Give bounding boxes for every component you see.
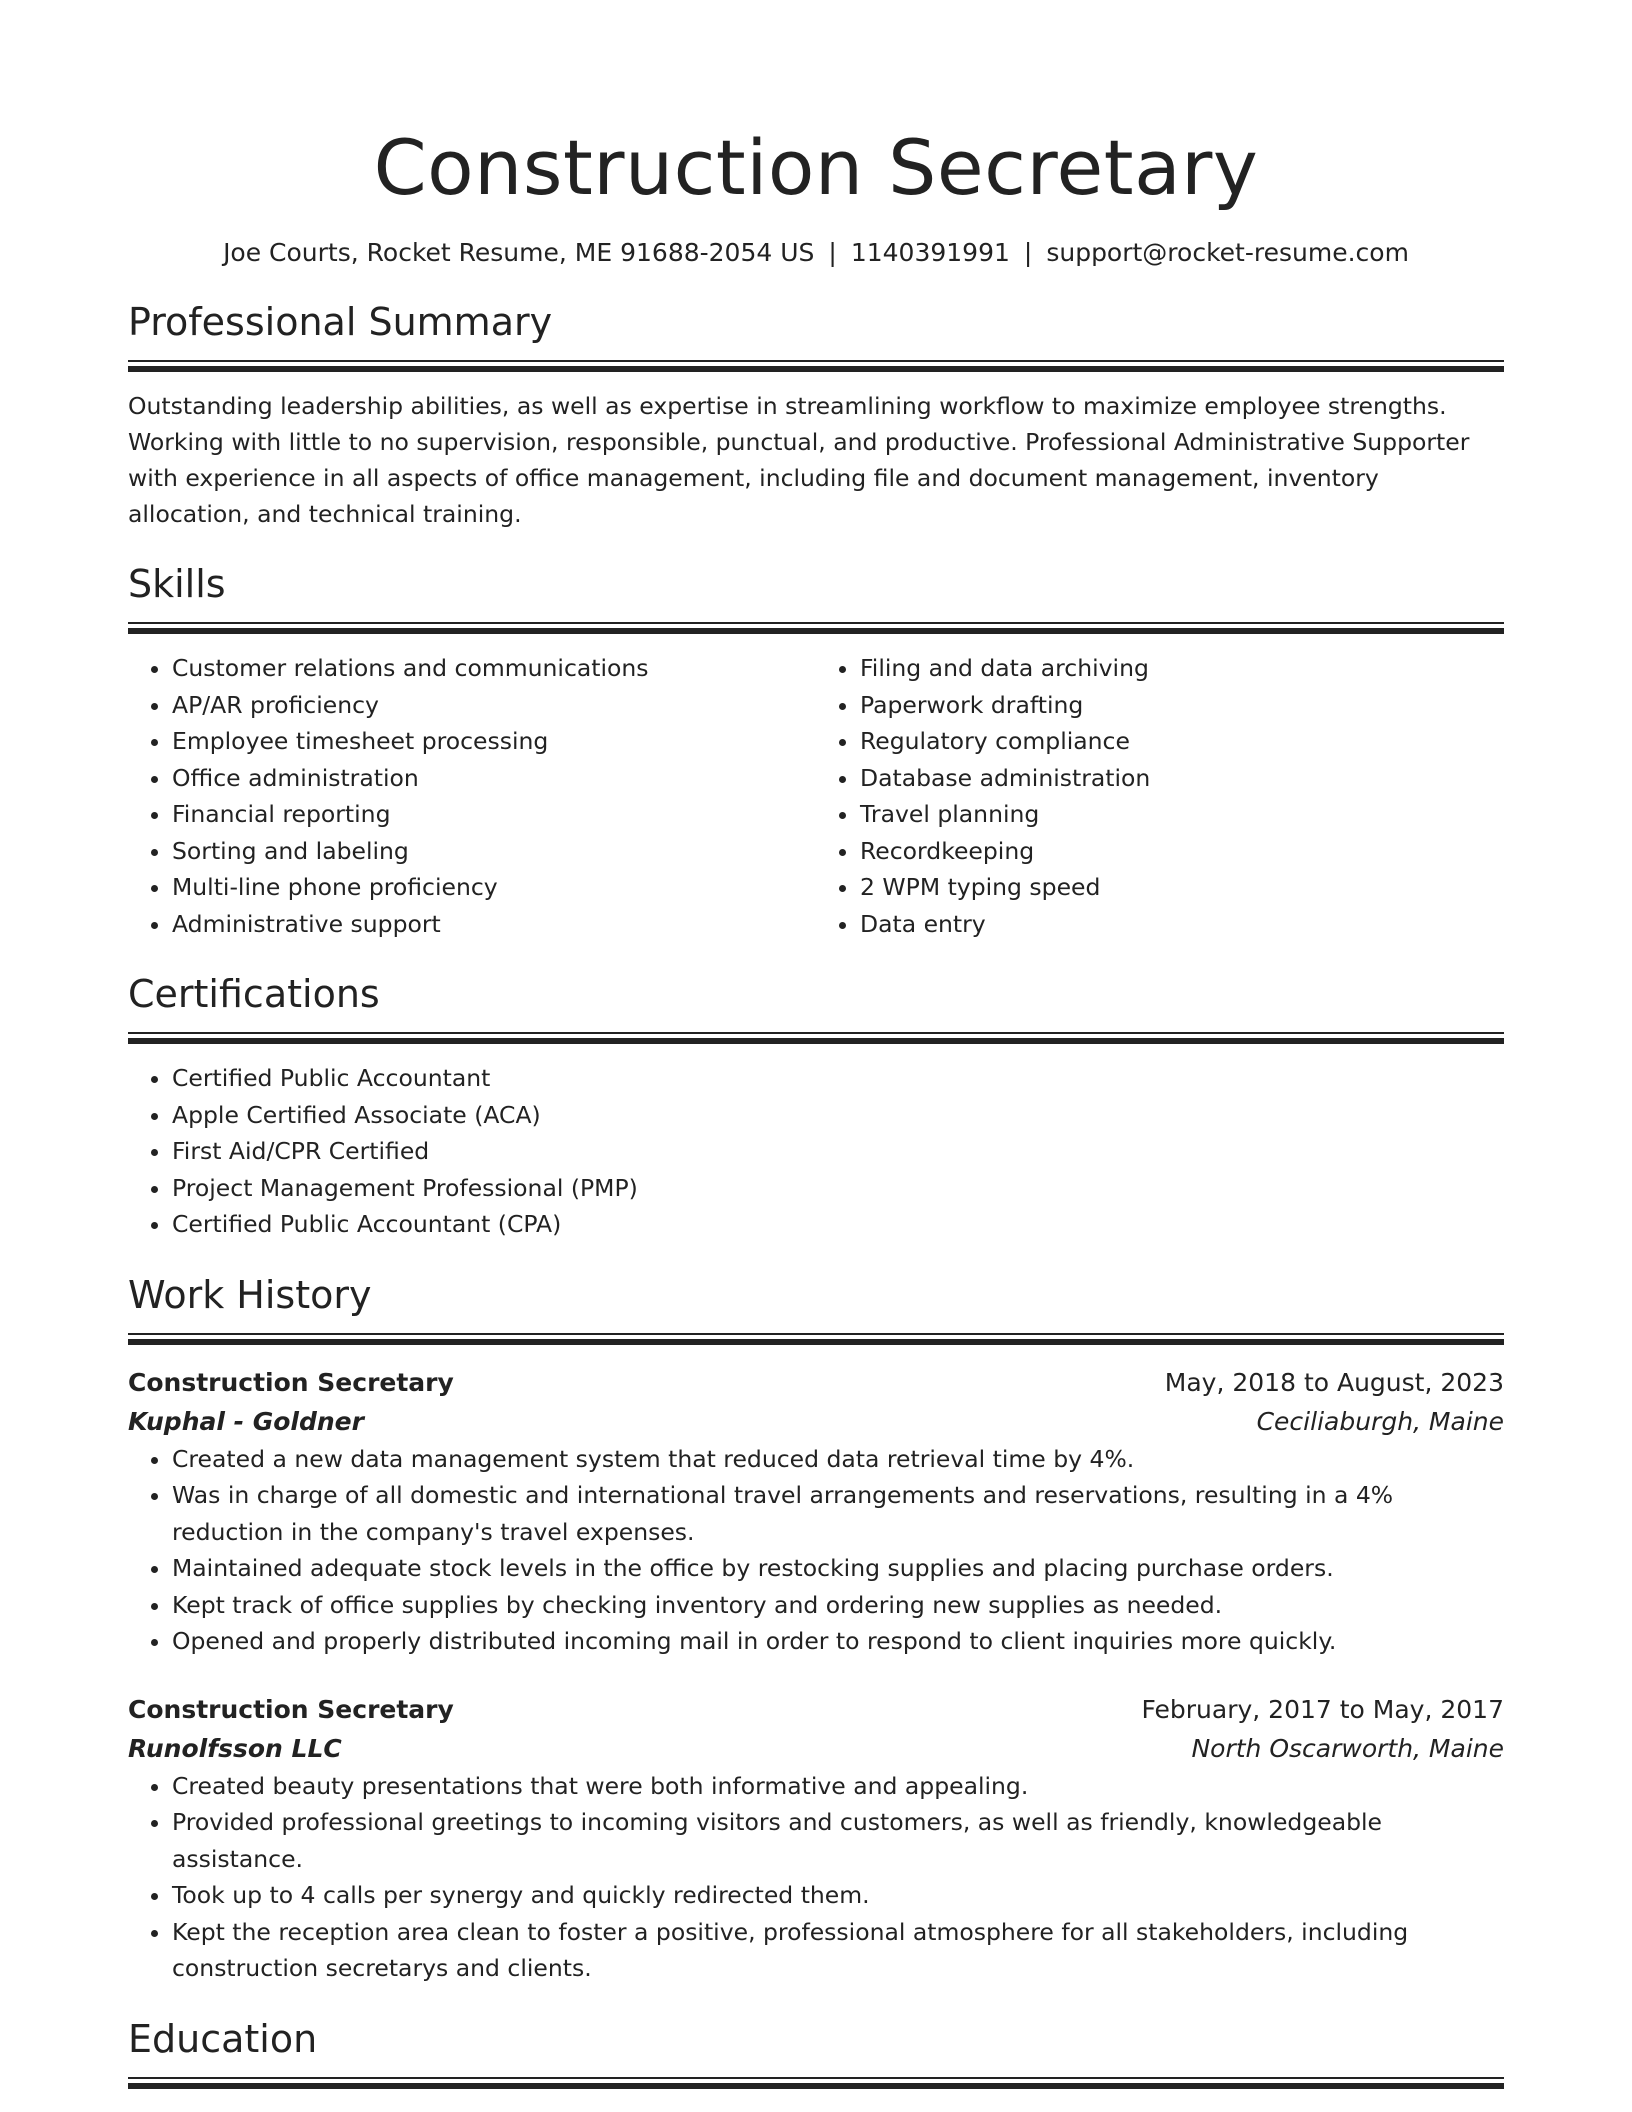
- section-divider: [128, 360, 1504, 372]
- job-entry: [128, 1690, 1504, 1987]
- contact-separator: |: [828, 238, 837, 267]
- contact-line: [128, 236, 1504, 270]
- contact-phone: 1140391991: [850, 238, 1010, 267]
- section-heading-summary: Professional Summary: [128, 300, 553, 344]
- contact-address: Joe Courts, Rocket Resume, ME 91688-2054 US: [223, 238, 815, 267]
- certifications-list: [128, 1060, 1504, 1243]
- section-heading-work-history: Work History: [128, 1272, 372, 1317]
- summary-section: [128, 298, 1504, 532]
- job-bullet: • Kept track of office supplies by checking inventory and ordering new supplies as needed.: [172, 1587, 1504, 1624]
- job-title: Construction Secretary: [128, 1367, 454, 1397]
- job-bullet: • Took up to 4 calls per synergy and quickly redirected them.: [172, 1877, 1504, 1914]
- skill-item: • Office administration: [172, 760, 816, 797]
- skill-item: • Filing and data archiving: [860, 650, 1504, 687]
- job-bullets: [128, 1441, 1504, 1660]
- skill-item: • Recordkeeping: [860, 833, 1504, 870]
- section-divider: [128, 622, 1504, 634]
- certification-item: • Project Management Professional (PMP): [172, 1170, 1504, 1207]
- job-bullet: • Opened and properly distributed incoming mail in order to respond to client inquiries more quickly.: [172, 1623, 1504, 1660]
- job-dates: February, 2017 to May, 2017: [1141, 1694, 1504, 1724]
- skill-item: • Customer relations and communications: [172, 650, 816, 687]
- job-bullet: • Kept the reception area clean to foster a positive, professional atmosphere for all stakeholders, including construction secretarys and clients.: [172, 1914, 1504, 1987]
- skill-item: • 2 WPM typing speed: [860, 869, 1504, 906]
- skill-item: • Data entry: [860, 906, 1504, 943]
- job-company: Runolfsson LLC: [128, 1733, 342, 1763]
- skill-item: • Sorting and labeling: [172, 833, 816, 870]
- job-company-row: [128, 1729, 1504, 1768]
- job-bullets: [128, 1768, 1504, 1987]
- job-bullet: • Maintained adequate stock levels in the office by restocking supplies and placing purchase orders.: [172, 1550, 1504, 1587]
- education-section: [128, 2015, 1504, 2089]
- skill-item: • Multi-line phone proficiency: [172, 869, 816, 906]
- section-divider: [128, 2077, 1504, 2089]
- skills-section: [128, 560, 1504, 942]
- job-location: North Oscarworth, Maine: [1191, 1733, 1504, 1763]
- skill-item: • AP/AR proficiency: [172, 687, 816, 724]
- skill-item: • Travel planning: [860, 796, 1504, 833]
- certification-item: • First Aid/CPR Certified: [172, 1133, 1504, 1170]
- job-bullet: • Created a new data management system that reduced data retrieval time by 4%.: [172, 1441, 1504, 1478]
- resume-title: Construction Secretary: [373, 123, 1259, 212]
- job-entry: [128, 1363, 1504, 1660]
- skill-item: • Employee timesheet processing: [172, 723, 816, 760]
- job-location: Ceciliaburgh, Maine: [1256, 1406, 1504, 1436]
- summary-text: Outstanding leadership abilities, as well as expertise in streamlining workflow to maximize employee strengths. Working with little to no supervision, responsible, punctual, and productive. Professional Administrative Supporter with experience in all aspects of office management, including file and document management, inventory allocation, and technical training.: [128, 392, 1470, 528]
- certification-item: • Certified Public Accountant (CPA): [172, 1206, 1504, 1243]
- job-bullet: • Provided professional greetings to incoming visitors and customers, as well as friendly, knowledgeable assistance.: [172, 1804, 1504, 1877]
- section-heading-skills: Skills: [128, 562, 226, 606]
- section-heading-education: Education: [128, 2016, 318, 2061]
- skill-item: • Administrative support: [172, 906, 816, 943]
- job-company-row: [128, 1402, 1504, 1441]
- skill-item: • Financial reporting: [172, 796, 816, 833]
- job-header-row: [128, 1363, 1504, 1402]
- section-divider: [128, 1333, 1504, 1345]
- job-dates: May, 2018 to August, 2023: [1164, 1367, 1504, 1397]
- job-bullet: • Was in charge of all domestic and international travel arrangements and reservations, resulting in a 4% reduction in the company's travel expenses.: [172, 1477, 1504, 1550]
- section-heading-certifications: Certifications: [128, 972, 380, 1016]
- certification-item: • Certified Public Accountant: [172, 1060, 1504, 1097]
- certifications-section: [128, 970, 1504, 1243]
- skill-item: • Paperwork drafting: [860, 687, 1504, 724]
- section-divider: [128, 1032, 1504, 1044]
- skills-list-left: [128, 650, 816, 942]
- job-bullet: • Created beauty presentations that were both informative and appealing.: [172, 1768, 1504, 1805]
- skills-grid: [128, 650, 1504, 942]
- skills-list-right: [816, 650, 1504, 942]
- contact-separator: |: [1023, 238, 1033, 267]
- skill-item: • Regulatory compliance: [860, 723, 1504, 760]
- work-history-section: [128, 1271, 1504, 1987]
- contact-email: support@rocket-resume.com: [1046, 238, 1409, 267]
- job-title: Construction Secretary: [128, 1694, 454, 1724]
- certification-item: • Apple Certified Associate (ACA): [172, 1097, 1504, 1134]
- job-header-row: [128, 1690, 1504, 1729]
- skill-item: • Database administration: [860, 760, 1504, 797]
- job-company: Kuphal - Goldner: [128, 1406, 364, 1436]
